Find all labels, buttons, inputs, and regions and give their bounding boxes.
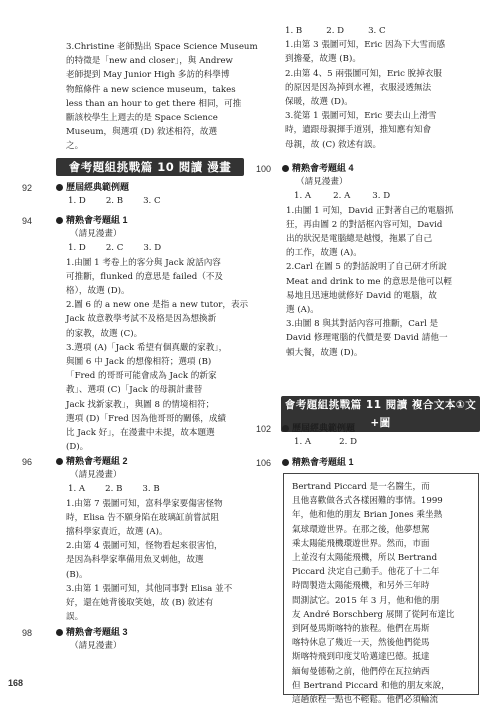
text-line: 教」、選項 (C)「Jack 的母親計畫替 <box>66 385 203 396</box>
text-line: 間測試它。2015 年 3 月，他和他的朋 <box>292 595 440 606</box>
note: （請見漫畫） <box>296 177 348 188</box>
text-line: 的工作，故選 (A)。 <box>286 248 362 259</box>
answer: 1. A <box>294 191 312 202</box>
bullet-icon <box>282 425 289 432</box>
answer: 3. B <box>142 484 160 495</box>
explanation <box>285 38 475 152</box>
text-line: Bertrand Piccard 是一名醫生，而 <box>292 482 430 492</box>
section-heading <box>282 421 478 435</box>
text-line: Jack 故意教學考試不及格是因為想換新 <box>66 314 217 325</box>
section-number: 96 <box>22 457 33 467</box>
text-line: 但 Bertrand Piccard 和他的朋友來說， <box>292 680 450 691</box>
bullet-icon <box>56 184 63 191</box>
text-line: 斯喀特飛到印度艾哈邁達巴德。抵達 <box>292 652 430 663</box>
text-line: 3.Christine 老師點出 Space Science Museum <box>66 42 258 52</box>
text-line: 乘太陽能飛機環遊世界。然而，市面 <box>292 538 430 549</box>
answer: 3. D <box>372 191 391 202</box>
text-line: 這趟旅程一點也不輕鬆。他們必須輪流 <box>292 695 439 706</box>
text-line: 與圖 6 中 Jack 的想像相符；選項 (B) <box>66 357 212 368</box>
text-line: 出的狀況是電腦總是越慢，拖累了自己 <box>286 234 433 245</box>
answer: 2. A <box>333 191 351 202</box>
text-line: (D)。 <box>66 442 89 453</box>
answer-row <box>68 482 246 496</box>
text-line: David 修理電腦的代價是要 David 請他一 <box>286 333 448 344</box>
right-top <box>275 24 475 152</box>
text-line: 的原因是因為掉到水裡，衣服浸透無法 <box>285 82 432 93</box>
section-106 <box>282 455 478 469</box>
answer: 3. D <box>143 243 162 254</box>
text-line: 斷該校學生上週去的是 Space Science <box>66 113 218 124</box>
text-line: 到阿曼馬斯喀特的旅程。他們在馬斯 <box>292 624 430 635</box>
heading-text: 精熟會考題組 1 <box>292 457 354 467</box>
left-intro <box>66 40 258 154</box>
section-92 <box>56 180 246 208</box>
text-line: 1.由圖 1 可知，David 正對著自己的電腦抓 <box>286 205 454 216</box>
bullet-icon <box>282 165 289 172</box>
explanation <box>66 256 249 455</box>
text-line: 1.由第 7 張圖可知，富科學家要傷害怪物 <box>66 498 223 509</box>
text-line: 時，Elisa 告不願身陷在玻璃缸前嘗試阻 <box>66 512 219 523</box>
text-line: 的特徵是「new and closer」，與 Andrew <box>66 56 233 67</box>
text-line: 「Fred 的哥哥可能會成為 Jack 的新家 <box>66 371 217 382</box>
text-line: Jack 找新家教」，與圖 8 的情境相符； <box>66 399 215 410</box>
note: （請見漫畫） <box>70 470 122 481</box>
page-number: 168 <box>8 678 24 688</box>
section-98 <box>56 625 246 653</box>
text-line: 氣球環遊世界。在那之後，他夢想駕 <box>292 524 430 535</box>
text-line: 母親，故 (C) 敘述有誤。 <box>285 139 382 150</box>
text-line: 格），故選 (D)。 <box>66 286 130 297</box>
text-line: 年，他和他的朋友 Brian Jones 乘坐熱 <box>292 510 443 521</box>
heading-text: 精熟會考題組 4 <box>292 163 354 173</box>
section-heading <box>282 455 478 469</box>
answer-row <box>285 24 475 38</box>
section-number: 100 <box>256 164 272 174</box>
section-100 <box>282 161 478 360</box>
bullet-icon <box>56 217 63 224</box>
text-line: 友 André Borschberg 展開了從阿布達比 <box>292 609 455 620</box>
answer: 1. D <box>68 196 86 207</box>
bullet-icon <box>56 458 63 465</box>
heading-text: 精熟會考題組 3 <box>66 627 128 637</box>
text-line: 且他喜歡做各式各樣困難的事情。1999 <box>292 496 443 507</box>
text-line: 保暖，故選 (D)。 <box>285 97 353 108</box>
answer: 1. B <box>285 26 303 36</box>
answer-row <box>68 241 246 255</box>
text-line: 3.由第 1 張圖可知，其他同事對 Elisa 並不 <box>66 583 233 594</box>
heading-text: 歷屆經典範例題 <box>292 423 356 433</box>
text-line: 物館條件 a new science museum，takes <box>66 84 236 95</box>
text-line: 時間製造太陽能飛機，和另外三年時 <box>292 581 430 592</box>
text-line: 是因為科學家準備用魚叉刺他，故選 <box>66 555 204 566</box>
section-94 <box>56 213 249 454</box>
text-line: 的家教，故選 (C)。 <box>66 328 143 339</box>
note: （請見漫畫） <box>70 641 122 652</box>
text-line: 1.由圖 1 考卷上的客分與 Jack 說話內容 <box>66 257 221 268</box>
text-line: 易地且迅速地就修好 David 的電腦，故 <box>286 290 437 301</box>
text-line: 1.由第 3 張圖可知，Eric 因為下大雪而感 <box>285 40 446 51</box>
explanation <box>286 204 478 360</box>
section-number: 102 <box>256 424 272 434</box>
text-line: 選項 (D)「Fred 因為他哥哥的關係，成績 <box>66 413 227 424</box>
section-heading <box>56 180 246 194</box>
text-line: 3.選項 (A)「Jack 希望有個真嚴的家教」， <box>66 342 228 353</box>
section-heading <box>282 161 478 175</box>
answer: 3. C <box>368 26 386 36</box>
answer: 2. D <box>326 26 345 36</box>
text-line: less than an hour to get there 相同，可推 <box>66 98 242 109</box>
answer: 2. D <box>339 437 357 448</box>
text-line: 選 (A)。 <box>286 305 319 316</box>
text-line: 擋科學家責近，故選 (A)。 <box>66 527 168 538</box>
text-line: 好，還在她背後取笑她，故 (B) 敘述有 <box>66 598 214 609</box>
text-line: Piccard 決定自己動手。他花了十二年 <box>292 567 440 578</box>
text-line: 緬甸曼德勒之前，他們停在瓦拉納西 <box>292 666 430 677</box>
section-heading <box>56 213 246 227</box>
answer: 1. A <box>68 484 86 495</box>
answer-row <box>68 194 246 208</box>
text-line: 狂，再由圖 2 的對話框內容可知，David <box>286 219 443 230</box>
section-banner: 會考題組挑戰篇 10 閱讀 漫畫 <box>56 158 244 176</box>
bullet-icon <box>56 629 63 636</box>
text-line: 比 Jack 好」，在漫畫中未提，故本題選 <box>66 428 215 439</box>
section-banner: 會考題組挑戰篇 11 閱讀 複合文本①文+圖 <box>281 396 480 432</box>
section-102 <box>282 421 478 449</box>
text-line: 誤。 <box>66 612 84 623</box>
text-line: Meat and drink to me 的意思是他可以輕 <box>286 276 452 287</box>
answer: 2. C <box>105 243 124 254</box>
text-line: 時，遺跟母親揮手道別，推知應有知會 <box>285 125 432 136</box>
heading-text: 歷屆經典範例題 <box>66 182 130 192</box>
text-line: 可推斷，flunked 的意思是 failed（不及 <box>66 271 223 282</box>
text-line: 2.圖 6 的 a new one 是指 a new tutor，表示 <box>66 300 249 311</box>
answer-row <box>294 435 478 449</box>
answer-row <box>294 189 478 203</box>
text-line: 老師提到 May Junior High 多訪的科學博 <box>66 70 230 81</box>
answer: 3. C <box>143 196 161 207</box>
text-line: 2.由第 4 張圖可知，怪物看起來很害怕， <box>66 541 223 552</box>
section-heading <box>56 625 246 639</box>
reading-passage-box <box>283 473 479 706</box>
text-line: 喀特休息了幾近一天，然後他們從馬 <box>292 638 430 649</box>
answer: 2. B <box>105 484 123 495</box>
text-line: 2.由第 4、5 兩張圖可知，Eric 脫掉衣服 <box>285 68 442 79</box>
section-number: 98 <box>22 628 33 638</box>
text-line: 2.Carl 在圖 5 的對話說明了自己研才所說 <box>286 262 447 273</box>
heading-text: 精熟會考題組 1 <box>66 215 128 225</box>
section-96 <box>56 454 246 624</box>
text-line: 上並沒有太陽能飛機，所以 Bertrand <box>292 553 438 564</box>
answer: 2. B <box>105 196 124 207</box>
section-number: 92 <box>22 183 33 193</box>
explanation <box>66 497 246 625</box>
section-heading <box>56 454 246 468</box>
text-line: 到擔憂，故選 (B)。 <box>285 54 361 65</box>
section-number: 94 <box>22 216 33 226</box>
text-line: 頓大餐，故選 (D)。 <box>286 347 363 358</box>
heading-text: 精熟會考題組 2 <box>66 456 128 466</box>
text-line: 3.從第 1 張圖可知，Eric 要去山上滑雪 <box>285 111 437 122</box>
answer: 1. D <box>68 243 86 254</box>
text-line: (B)。 <box>66 569 88 580</box>
section-number: 106 <box>256 458 272 468</box>
note: （請見漫畫） <box>70 229 122 240</box>
text-line: Museum，與選項 (D) 敘述相符，故選 <box>66 127 218 138</box>
answer: 1. A <box>294 437 312 448</box>
text-line: 之。 <box>66 141 84 152</box>
text-line: 3.由圖 8 與其對話內容可推斷，Carl 是 <box>286 319 439 330</box>
bullet-icon <box>282 459 289 466</box>
